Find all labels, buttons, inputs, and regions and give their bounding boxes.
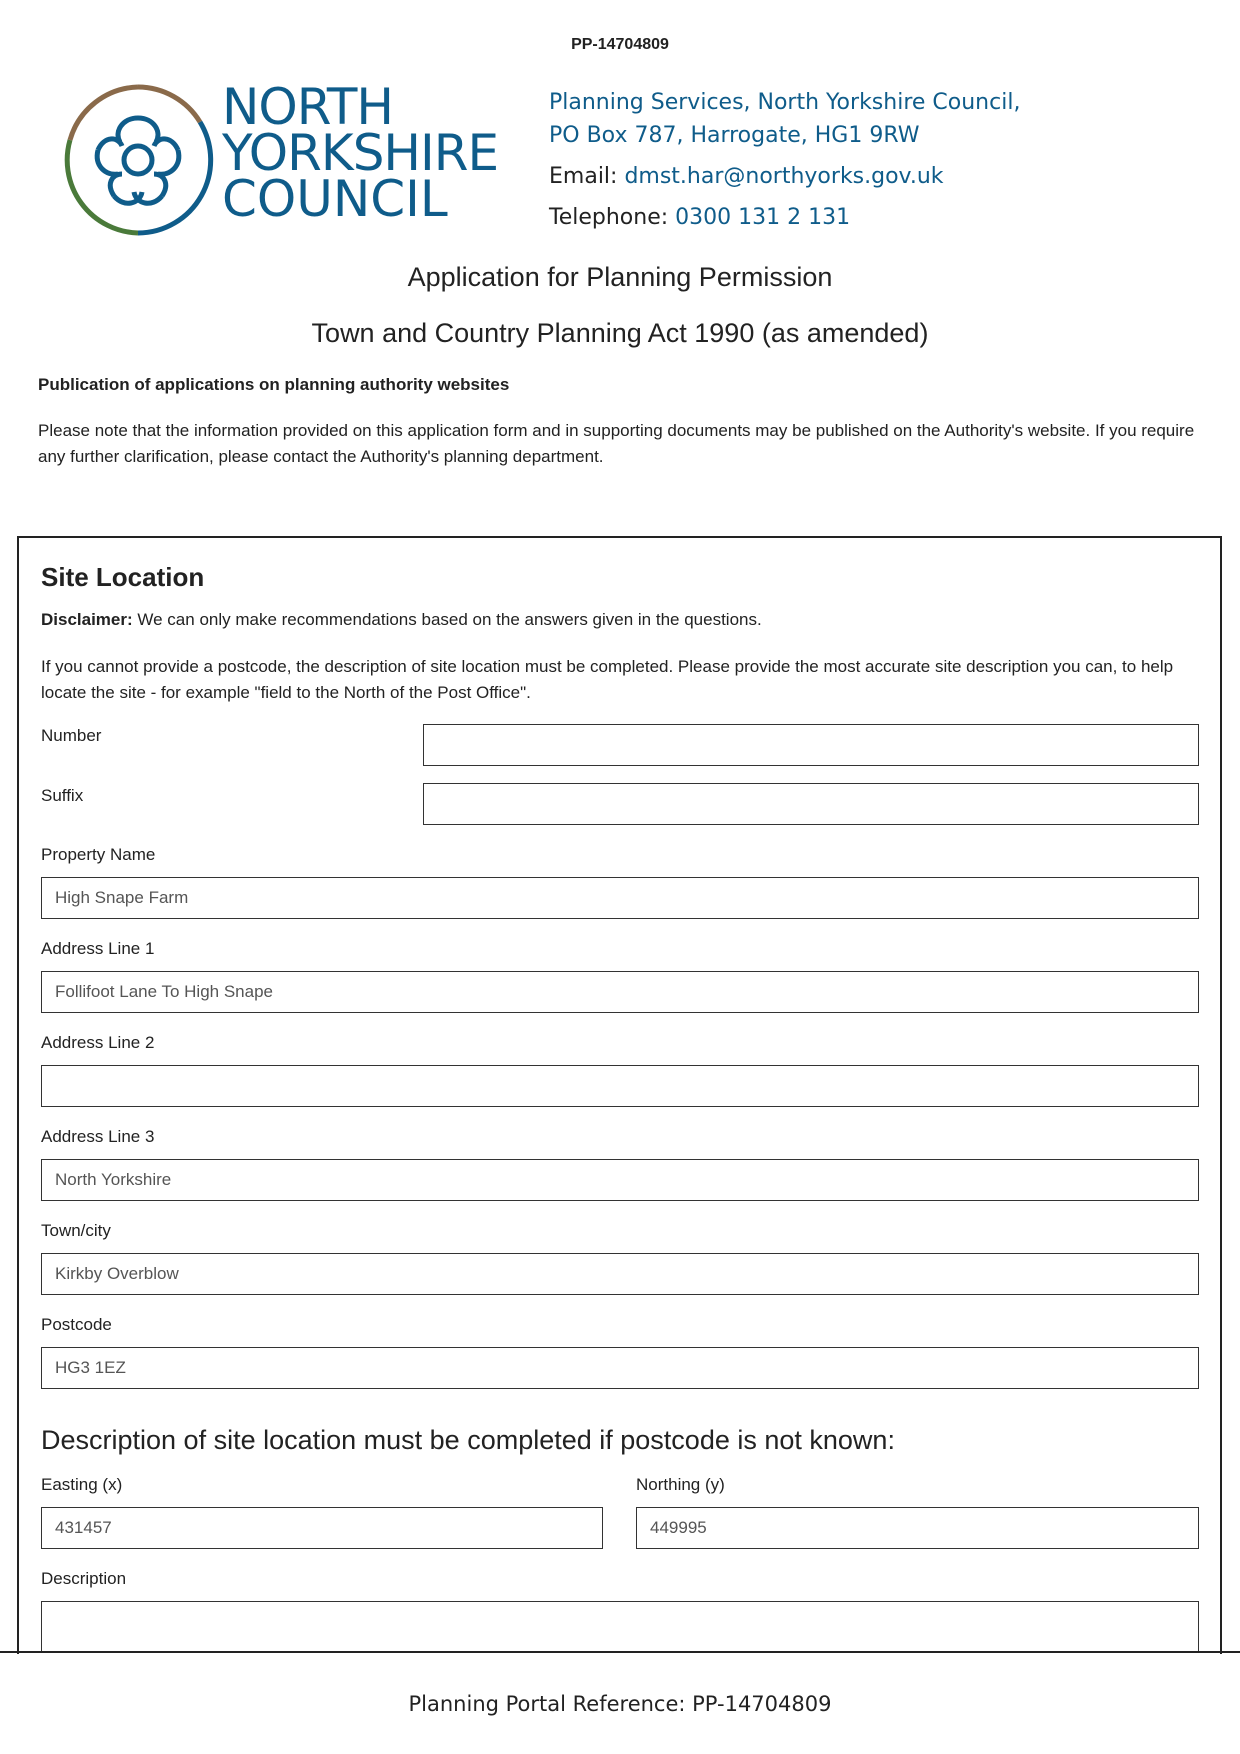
phone-number: 0300 131 2 131 <box>675 205 851 230</box>
disclaimer-text: We can only make recommendations based on the answers given in the questions. <box>132 610 762 629</box>
address-line-3-field[interactable]: North Yorkshire <box>41 1159 1199 1201</box>
number-label: Number <box>41 726 102 745</box>
description-field[interactable] <box>41 1601 1199 1651</box>
footer-reference: Planning Portal Reference: PP-14704809 <box>408 1692 832 1716</box>
northing-field[interactable]: 449995 <box>636 1507 1199 1549</box>
email-link[interactable]: dmst.har@northyorks.gov.uk <box>624 164 944 189</box>
address-line-2-label: Address Line 2 <box>41 1033 155 1052</box>
address-line-2-field[interactable] <box>41 1065 1199 1107</box>
property-name-field[interactable]: High Snape Farm <box>41 877 1199 919</box>
address-line-1-field[interactable]: Follifoot Lane To High Snape <box>41 971 1199 1013</box>
logo-line-north: NORTH <box>222 78 394 136</box>
page-title: Application for Planning Permission <box>407 262 833 292</box>
town-field[interactable]: Kirkby Overblow <box>41 1253 1199 1295</box>
council-logo <box>58 80 518 240</box>
northing-label: Northing (y) <box>636 1475 725 1494</box>
suffix-label: Suffix <box>41 786 84 805</box>
postcode-label: Postcode <box>41 1315 112 1334</box>
rose-emblem-icon <box>58 80 218 240</box>
town-label: Town/city <box>41 1221 111 1240</box>
publication-heading: Publication of applications on planning authority websites <box>38 375 510 394</box>
reference-number-top: PP-14704809 <box>571 36 669 53</box>
disclaimer-label: Disclaimer: <box>41 610 133 629</box>
address-line-3-label: Address Line 3 <box>41 1127 155 1146</box>
email-label: Email: <box>549 164 625 189</box>
easting-label: Easting (x) <box>41 1475 123 1494</box>
site-instructions: If you cannot provide a postcode, the description of site location must be completed. Please provide the most accurate site description you can, to help locate the site - for example "field to the North of the Post Office". <box>41 657 1174 702</box>
disclaimer <box>41 610 762 630</box>
phone-label: Telephone: <box>549 205 676 230</box>
phone-row <box>549 201 1020 234</box>
section-title: Site Location <box>41 562 205 592</box>
number-field[interactable] <box>423 724 1199 766</box>
property-name-label: Property Name <box>41 845 156 864</box>
logo-line-yorkshire: YORKSHIRE <box>222 124 499 182</box>
logo-line-council: COUNCIL <box>222 170 448 228</box>
postcode-field[interactable]: HG3 1EZ <box>41 1347 1199 1389</box>
suffix-field[interactable] <box>423 783 1199 825</box>
address-line-2: PO Box 787, Harrogate, HG1 9RW <box>549 123 920 148</box>
description-heading: Description of site location must be completed if postcode is not known: <box>41 1425 895 1455</box>
page-subtitle: Town and Country Planning Act 1990 (as amended) <box>311 318 929 348</box>
easting-field[interactable]: 431457 <box>41 1507 603 1549</box>
contact-block <box>549 86 1020 234</box>
logo-wordmark <box>222 78 499 228</box>
address-line-1: Planning Services, North Yorkshire Council, <box>549 90 1021 115</box>
address-line-1-label: Address Line 1 <box>41 939 155 958</box>
email-row <box>549 160 1020 193</box>
footer-divider <box>0 1651 1240 1653</box>
publication-text: Please note that the information provided on this application form and in supporting documents may be published on the Authority's website. If you require any further clarification, please contact the Authority's planning department. <box>38 421 1195 466</box>
description-label: Description <box>41 1569 127 1588</box>
